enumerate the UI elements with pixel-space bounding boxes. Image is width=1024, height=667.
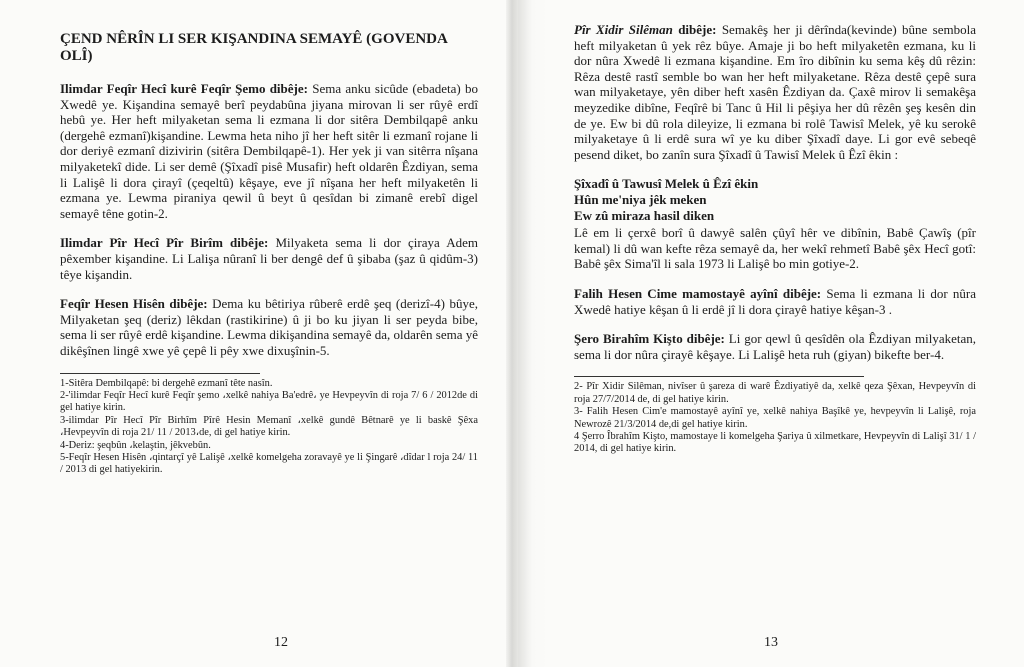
- left-page: [0, 0, 506, 667]
- paragraph-text: Sema anku sicûde (ebadeta) bo Xwedê ye. Kişandina semayê berî peydabûna jiyana mirovan li ser rûyê erdî hebû ye. Her heft milyaketan sema li ezmana li dor sitêra Dembilqapê anku (dergehê ezmanî)kişandine. Lewma heta niho jî her heft sitêr li ezmanî rojane li dor deriyê ezmanî dizivirin (sitêra Dembilqapê-1). Her yek ji van sitêrra nîşana milyaketekî dide. Li ser demê (Şîxadî pisê Musafir) heft oldarên Êzdiyan, sema li Lalişê li dora çirayî (çeqeltû) kêşaye, eve jî nîşana her heft milyaketên li ezmana ye. Lewma piraniya qewil û beyt û qesîdan bi zimanê erebî digel semayê têne gotin-2.: [60, 81, 478, 221]
- paragraph-feqir-hesen: [60, 296, 478, 358]
- speaker-name: Pîr Xidir Silêman: [574, 22, 673, 37]
- footnote: 2- Pîr Xidir Silêman, nivîser û şareza di warê Êzdiyatiyê da, xelkê qeza Şêxan, Hevpeyvîn di roja 27/7/2014 de, di gel hatiye kirin.: [574, 381, 976, 405]
- paragraph-text: Semakêş her ji dêrînda(kevinde) bûne sembola heft milyaketan û yek rêz bûye. Amaje ji bo heft milyaketên ezmana, ku li dor nûra Xwedê li ezmana kişandine. Em îro dibînin ku sema kêş dû rêzin: Rêza destê rastî semble bo wan her heft milyaketane. Rêza destê çepê sura wan milyaketaye, yên diber heft xasên Êzdiyan da. Çaxê mirov li semakêşa meyzedike dibîne, Feqîrê bi Tanc û Hil li pêşiya her dû rêzên şeş kesên din de ye. Ew bi dû rola dileyize, li ezmana bi rolê Tawisî Melek, yê ku serokê milyaketaye û li erdê sura wî ye ku diber Şîxadî daye. Li gor evê sebeqê pesend diket, bo zanîn sura Şîxadî û Tawisî Melek û Êzî êkin :: [574, 22, 976, 162]
- footnote: 3- Falih Hesen Cim'e mamostayê ayînî ye, xelkê nahiya Başîkê ye, hevpeyvîn li Lalişê, roja Newrozê 21/3/2014 de,di gel hatiye kirin.: [574, 406, 976, 430]
- verse-block: [574, 176, 976, 223]
- verse-line: Şîxadî û Tawusî Melek û Êzî êkin: [574, 176, 759, 192]
- page-number: 12: [274, 635, 288, 650]
- footnote: 2-'ilimdar Feqîr Hecî kurê Feqîr şemo ،xelkê nahiya Ba'edrê، ye Hevpeyvîn di roja 7/ 6 / 2012de di gel hatiye kirin.: [60, 389, 478, 414]
- right-page: [518, 0, 1024, 667]
- speaker-name: Falih Hesen Cime mamostayê ayînî dibêje:: [574, 285, 822, 301]
- speaker-name: Şero Birahîm Kişto dibêje:: [574, 331, 725, 347]
- footnote: 3-ilimdar Pîr Hecî Pîr Birhîm Pîrê Hesin Memanî ،xelkê gundê Bêtnarê ye li baskê Şêxa ،Hevpeyvîn di roja 21/ 11 / 2013،de, di gel hatiye kirin.: [60, 414, 478, 439]
- footnote-divider: [60, 373, 260, 374]
- verse-line: Ew zû miraza hasil diken: [574, 207, 715, 223]
- paragraph-pir-heci: [60, 235, 478, 282]
- speaker-name: Feqîr Hesen Hisên dibêje:: [60, 296, 208, 312]
- paragraph-text: Sema li ezmana li dor nûra Xwedê hatiye kêşan û li erdê jî li dora çirayê hatiye kêşan-3 .: [574, 285, 976, 317]
- paragraph-text: Milyaketa sema li dor çiraya Adem pêxember kişandine. Li Lalişa nûranî li ber dengê def û şibaba (şaz û qidûm-3) têye kişandin.: [60, 235, 478, 282]
- footnote: 4 Şerro Îbrahîm Kişto, mamostaye li komelgeha Şariya û xilmetkare, Hevpeyvîn di Lalişî 31/ 1 / 2014, di gel hatiye kirin.: [574, 430, 976, 455]
- paragraph-text: Lê em li çerxê borî û dawyê salên çûyî hêr ve dibînin, Babê Çawîş (pîr kemal) li dû wan kefte rêza semayê da, her wekî rehmetî Babê şêx Hecî gotî: Babê şêx Sima'îl li sala 1973 li Lalişê bo min gotiye-2.: [574, 225, 976, 272]
- footnote: 4-Deriz: şeqbûn ،kelaştin, jêkvebûn.: [60, 439, 211, 451]
- paragraph-sero-birahim: [574, 331, 976, 362]
- paragraph-text: Dema ku bêtiriya rûberê erdê şeq (derizî-4) bûye, Milyaketan şeq (deriz) lêkdan (rastikirine) û ji bo ku jiyan li ser peyda bibe, sema li ser rûyê erdê kişandine. Lewma dikişandina semayê da, oldarên sema yê dikêşînen lingê xwe yê çepê li pêy xwe dixuşînin-5.: [60, 296, 479, 358]
- speaker-name: Ilimdar Pîr Hecî Pîr Birîm dibêje:: [60, 235, 269, 251]
- verse-line: Hûn me'niya jêk meken: [574, 191, 707, 207]
- footnote-divider: [574, 376, 864, 377]
- speaker-name: Ilimdar Feqîr Hecî kurê Feqîr Şemo dibêje:: [60, 81, 308, 96]
- speaker-verb: dibêje:: [672, 22, 717, 37]
- paragraph-pir-xidir: [574, 22, 976, 162]
- paragraph-text: Li gor qewl û qesîdên ola Êzdiyan milyaketan, sema li dor nûra çirayê kêşaye. Li Lalişê heta ruh (giyan) bikefte ber-4.: [574, 331, 976, 362]
- paragraph-babe-cawis: [574, 225, 976, 272]
- book-gutter: [506, 0, 518, 667]
- page-number: 13: [764, 635, 778, 650]
- footnotes: [574, 381, 976, 455]
- chapter-title: ÇEND NÊRÎN LI SER KIŞANDINA SEMAYÊ (GOVENDA OLÎ): [60, 31, 448, 64]
- footnotes: [60, 378, 478, 477]
- paragraph-feqir-heci: [60, 81, 478, 221]
- footnote: 1-Sitêra Dembilqapê: bi dergehê ezmanî têtе nasîn.: [60, 377, 273, 389]
- paragraph-falih-hesen: [574, 286, 976, 317]
- footnote: 5-Feqîr Hesen Hisên ،qintarçî yê Lalişê ،xelkê komelgeha zoravayê ye li Şingarê ،dîdar l roja 24/ 11 / 2013 di gel hatiyekirin.: [60, 451, 478, 476]
